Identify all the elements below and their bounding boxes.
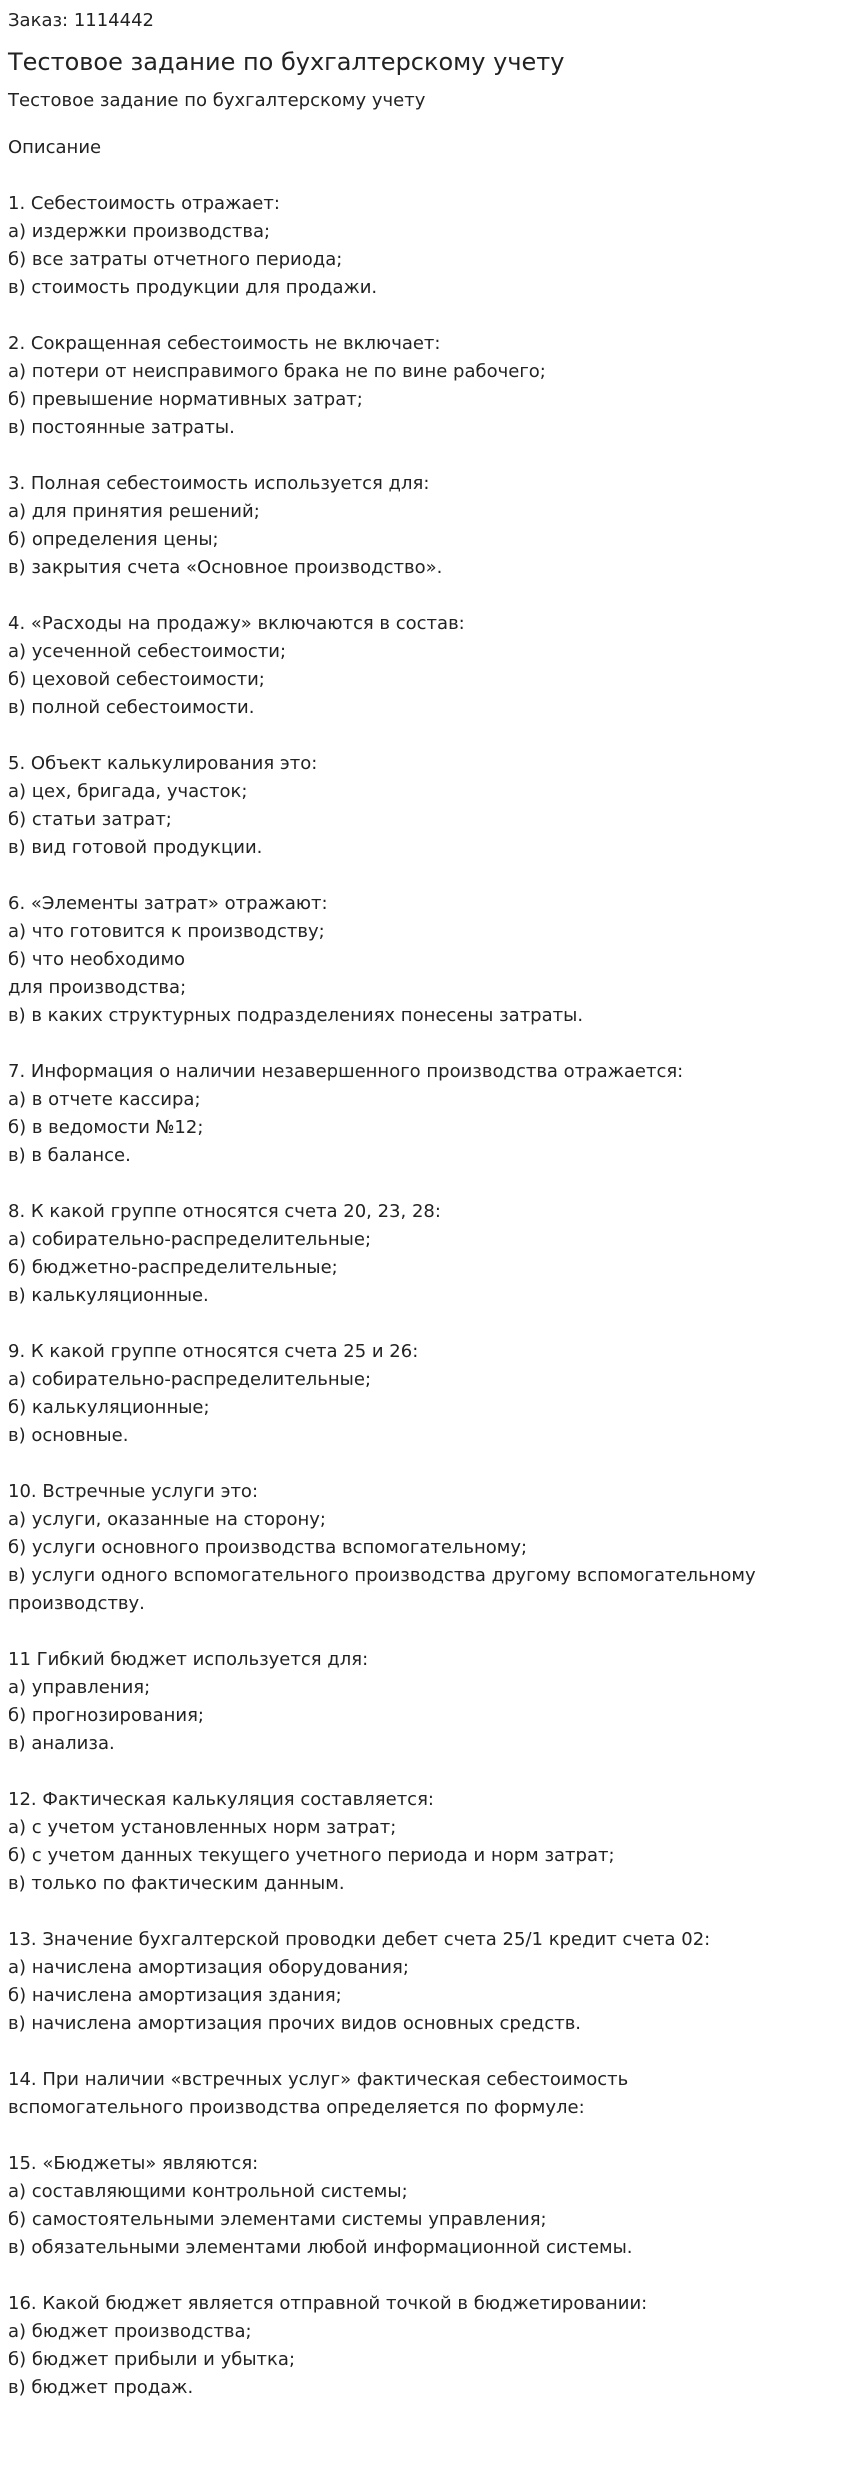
answer-option: б) превышение нормативных затрат; bbox=[8, 389, 363, 410]
question-block bbox=[8, 2150, 839, 2262]
question-block bbox=[8, 890, 839, 1030]
answer-option: в) анализа. bbox=[8, 1733, 115, 1754]
question-block bbox=[8, 470, 839, 582]
question-text: 6. «Элементы затрат» отражают: bbox=[8, 893, 328, 914]
questions-list bbox=[8, 190, 839, 2402]
answer-option: в) только по фактическим данным. bbox=[8, 1873, 345, 1894]
answer-option: в) начислена амортизация прочих видов основных средств. bbox=[8, 2013, 582, 2034]
question-text: 16. Какой бюджет является отправной точкой в бюджетировании: bbox=[8, 2293, 648, 2314]
answer-option: а) услуги, оказанные на сторону; bbox=[8, 1509, 326, 1530]
answer-option: а) начислена амортизация оборудования; bbox=[8, 1957, 409, 1978]
answer-option: вспомогательного производства определяется по формуле: bbox=[8, 2097, 585, 2118]
question-block bbox=[8, 2290, 839, 2402]
question-block bbox=[8, 1198, 839, 1310]
answer-option: в) стоимость продукции для продажи. bbox=[8, 277, 378, 298]
answer-option: в) в балансе. bbox=[8, 1145, 131, 1166]
question-block bbox=[8, 1478, 839, 1618]
answer-option: а) цех, бригада, участок; bbox=[8, 781, 248, 802]
order-number: Заказ: 1114442 bbox=[8, 10, 154, 31]
answer-option: а) собирательно-распределительные; bbox=[8, 1229, 372, 1250]
question-block bbox=[8, 190, 839, 302]
answer-option: а) что готовится к производству; bbox=[8, 921, 325, 942]
question-text: 10. Встречные услуги это: bbox=[8, 1481, 259, 1502]
answer-option: а) с учетом установленных норм затрат; bbox=[8, 1817, 397, 1838]
answer-option: а) управления; bbox=[8, 1677, 151, 1698]
answer-option: в) в каких структурных подразделениях понесены затраты. bbox=[8, 1005, 584, 1026]
question-text: 2. Сокращенная себестоимость не включает: bbox=[8, 333, 441, 354]
answer-option: б) калькуляционные; bbox=[8, 1397, 210, 1418]
answer-option: а) в отчете кассира; bbox=[8, 1089, 201, 1110]
answer-option: в) основные. bbox=[8, 1425, 129, 1446]
document-title: Тестовое задание по бухгалтерскому учету bbox=[8, 48, 565, 76]
answer-option: а) усеченной себестоимости; bbox=[8, 641, 287, 662]
document-subtitle: Тестовое задание по бухгалтерскому учету bbox=[8, 90, 426, 111]
answer-option: в) услуги одного вспомогательного производства другому вспомогательному bbox=[8, 1565, 756, 1586]
answer-option: а) составляющими контрольной системы; bbox=[8, 2181, 408, 2202]
question-text: 7. Информация о наличии незавершенного производства отражается: bbox=[8, 1061, 684, 1082]
question-text: 8. К какой группе относятся счета 20, 23, 28: bbox=[8, 1201, 441, 1222]
question-text: 9. К какой группе относятся счета 25 и 26: bbox=[8, 1341, 419, 1362]
answer-option: б) бюджетно-распределительные; bbox=[8, 1257, 338, 1278]
question-block bbox=[8, 330, 839, 442]
question-text: 4. «Расходы на продажу» включаются в состав: bbox=[8, 613, 465, 634]
question-text: 14. При наличии «встречных услуг» фактическая себестоимость bbox=[8, 2069, 629, 2090]
answer-option: а) для принятия решений; bbox=[8, 501, 260, 522]
answer-option: б) бюджет прибыли и убытка; bbox=[8, 2349, 296, 2370]
answer-option: а) бюджет производства; bbox=[8, 2321, 252, 2342]
answer-option: б) цеховой себестоимости; bbox=[8, 669, 265, 690]
answer-option: в) бюджет продаж. bbox=[8, 2377, 194, 2398]
answer-option: б) определения цены; bbox=[8, 529, 219, 550]
answer-option: в) закрытия счета «Основное производство». bbox=[8, 557, 443, 578]
question-text: 3. Полная себестоимость используется для: bbox=[8, 473, 430, 494]
question-block bbox=[8, 1646, 839, 1758]
answer-option: б) что необходимо bbox=[8, 949, 186, 970]
question-block bbox=[8, 2066, 839, 2122]
answer-option: а) потери от неисправимого брака не по вине рабочего; bbox=[8, 361, 546, 382]
description-label: Описание bbox=[8, 137, 102, 158]
question-block bbox=[8, 1058, 839, 1170]
question-text: 1. Себестоимость отражает: bbox=[8, 193, 280, 214]
question-text: 15. «Бюджеты» являются: bbox=[8, 2153, 259, 2174]
question-text: 11 Гибкий бюджет используется для: bbox=[8, 1649, 369, 1670]
answer-option: производству. bbox=[8, 1593, 145, 1614]
answer-option: б) в ведомости №12; bbox=[8, 1117, 204, 1138]
answer-option: а) собирательно-распределительные; bbox=[8, 1369, 372, 1390]
question-block bbox=[8, 610, 839, 722]
answer-option: в) полной себестоимости. bbox=[8, 697, 255, 718]
question-block bbox=[8, 750, 839, 862]
question-block bbox=[8, 1338, 839, 1450]
question-block bbox=[8, 1786, 839, 1898]
answer-option: б) все затраты отчетного периода; bbox=[8, 249, 343, 270]
answer-option: в) калькуляционные. bbox=[8, 1285, 209, 1306]
question-block bbox=[8, 1926, 839, 2038]
question-text: 5. Объект калькулирования это: bbox=[8, 753, 318, 774]
answer-option: в) постоянные затраты. bbox=[8, 417, 235, 438]
answer-option: б) с учетом данных текущего учетного периода и норм затрат; bbox=[8, 1845, 615, 1866]
answer-option: б) самостоятельными элементами системы управления; bbox=[8, 2209, 547, 2230]
answer-option: для производства; bbox=[8, 977, 187, 998]
answer-option: б) прогнозирования; bbox=[8, 1705, 204, 1726]
answer-option: а) издержки производства; bbox=[8, 221, 271, 242]
answer-option: б) услуги основного производства вспомогательному; bbox=[8, 1537, 528, 1558]
question-text: 12. Фактическая калькуляция составляется: bbox=[8, 1789, 434, 1810]
answer-option: б) начислена амортизация здания; bbox=[8, 1985, 342, 2006]
answer-option: в) вид готовой продукции. bbox=[8, 837, 263, 858]
answer-option: б) статьи затрат; bbox=[8, 809, 172, 830]
answer-option: в) обязательными элементами любой информационной системы. bbox=[8, 2237, 633, 2258]
question-text: 13. Значение бухгалтерской проводки дебет счета 25/1 кредит счета 02: bbox=[8, 1929, 711, 1950]
